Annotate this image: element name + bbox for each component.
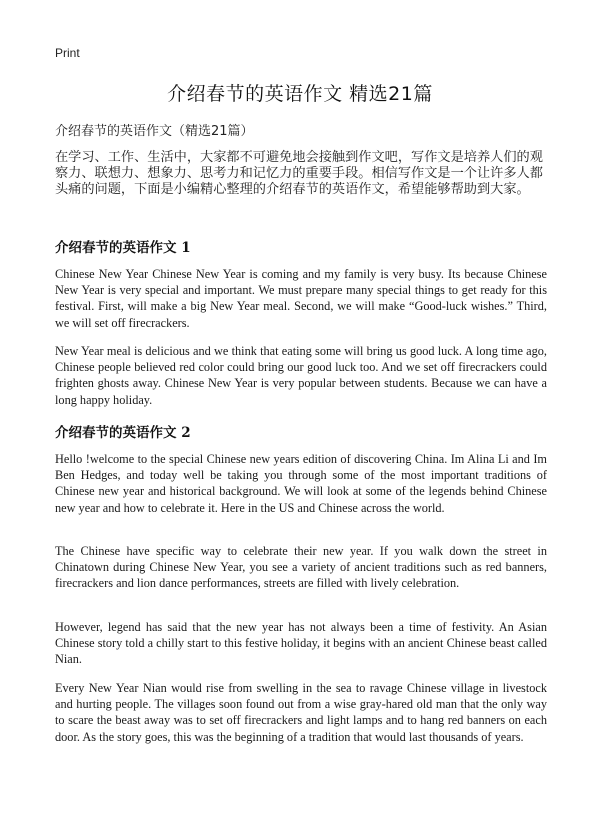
section-heading-1: 介绍春节的英语作文 1 [55,240,191,256]
section-2-paragraph-4: Every New Year Nian would rise from swelling in the sea to ravage Chinese village in livestock and hurting people. The villages soon found out from a wise gray-hared old man that the only way to scare the beast away was to set off firecrackers and light lamps and to hang red banners on each door. As the story goes, this was the beginning of a tradition that would last thousands of years. [55,681,547,744]
section-1-paragraph-2: New Year meal is delicious and we think that eating some will bring us good luck. A long time ago, Chinese people believed red color could bring our good luck too. And we set off firecrackers could frighten ghosts away. Chinese New Year is very popular between students. Because we can have a long happy holiday. [55,344,547,407]
document-title: 介绍春节的英语作文 精选21篇 [167,83,433,105]
document-subtitle: 介绍春节的英语作文（精选21篇） [55,124,254,139]
section-2-paragraph-3: However, legend has said that the new year has not always been a time of festivity. An Asian Chinese story told a chilly start to this festive holiday, it begins with an ancient Chinese beast called Nian. [55,620,547,667]
print-link[interactable]: Print [55,46,80,60]
section-heading-2: 介绍春节的英语作文 2 [55,425,191,441]
section-2-paragraph-2: The Chinese have specific way to celebrate their new year. If you walk down the street in Chinatown during Chinese New Year, you see a variety of ancient traditions such as red banners, firecrackers and lion dance performances, streets are filled with lively celebration. [55,544,547,591]
intro-paragraph: 在学习、工作、生活中，大家都不可避免地会接触到作文吧，写作文是培养人们的观察力、联想力、想象力、思考力和记忆力的重要手段。相信写作文是一个让许多人都头痛的问题，下面是小编精心整理的介绍春节的英语作文，希望能够帮助到大家。 [55,150,543,197]
section-1-paragraph-1: Chinese New Year Chinese New Year is coming and my family is very busy. Its because Chinese New Year is very special and important. We must prepare many special things to get ready for this festival. First, will make a big New Year meal. Second, we will make “Good-luck wishes.” Third, we will set off firecrackers. [55,267,547,330]
section-2-paragraph-1: Hello !welcome to the special Chinese new years edition of discovering China. Im Alina Li and Im Ben Hedges, and today well be taking you through some of the most important traditions of Chinese new year and historical background. We will look at some of the legends behind Chinese new year and how to celebrate it. Here in the US and Chinese across the world. [55,452,547,515]
